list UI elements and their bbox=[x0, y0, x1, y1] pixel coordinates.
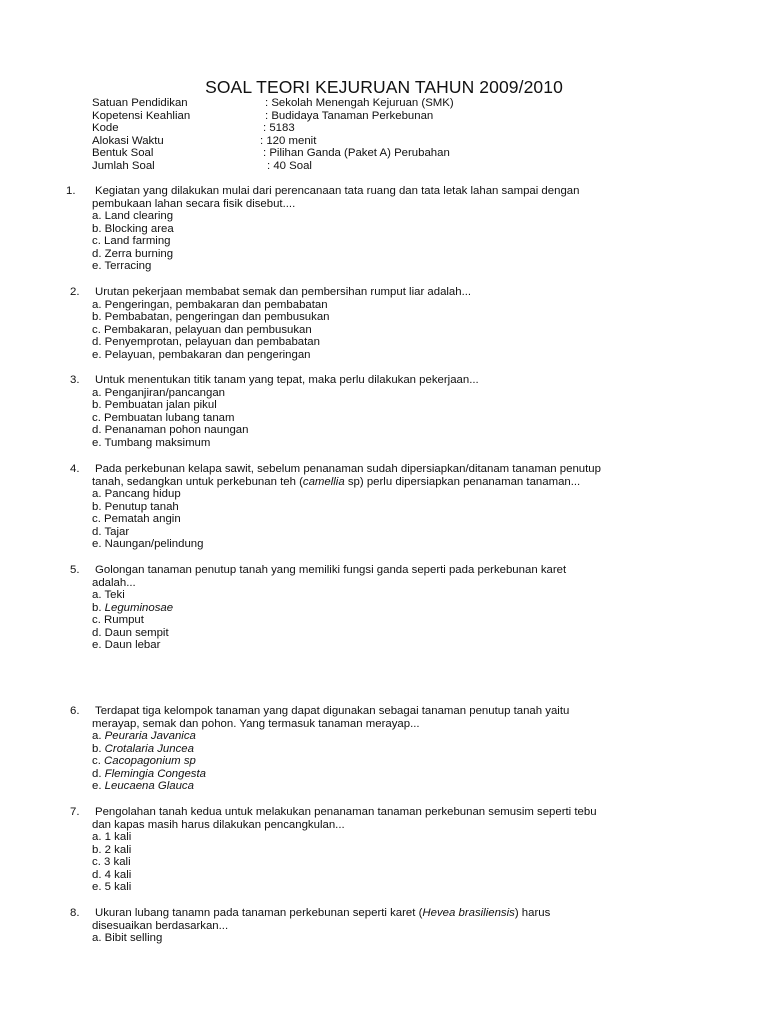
option-list bbox=[92, 488, 203, 551]
option-d[interactable]: d. 4 kali bbox=[92, 868, 132, 881]
option-letter: d. bbox=[92, 626, 102, 639]
option-text: Rumput bbox=[104, 614, 144, 627]
info-value: : 40 Soal bbox=[267, 159, 312, 172]
question-number: 1. bbox=[66, 185, 76, 197]
option-b[interactable]: b. Pembuatan jalan pikul bbox=[92, 399, 217, 412]
option-b[interactable]: b. Penutup tanah bbox=[92, 500, 179, 513]
option-c[interactable] bbox=[92, 755, 206, 768]
option-letter: a. bbox=[92, 730, 102, 742]
option-e[interactable]: e. Pelayuan, pembakaran dan pengeringan bbox=[92, 348, 311, 361]
question-number: 2. bbox=[70, 286, 80, 298]
info-value: : Budidaya Tanaman Perkebunan bbox=[265, 109, 434, 122]
question-text bbox=[92, 907, 674, 932]
option-list bbox=[92, 387, 248, 450]
question-number: 6. bbox=[70, 705, 80, 717]
option-d[interactable]: d. Zerra burning bbox=[92, 247, 174, 260]
question-text bbox=[92, 806, 674, 831]
option-list bbox=[92, 831, 131, 894]
option-text: Flemingia Congesta bbox=[104, 767, 206, 780]
option-list bbox=[92, 932, 162, 945]
option-a[interactable]: a. Land clearing bbox=[92, 210, 174, 222]
question-text-line: Golongan tanaman penutup tanah yang memiliki fungsi ganda seperti pada perkebunan karet bbox=[95, 564, 567, 576]
option-a[interactable]: a. Pancang hidup bbox=[92, 488, 181, 500]
question-text-line: Kegiatan yang dilakukan mulai dari perencanaan tata ruang dan tata letak lahan sampai dengan bbox=[95, 185, 580, 197]
option-text: Leucaena Glauca bbox=[104, 780, 194, 793]
question-text-line: adalah... bbox=[92, 576, 136, 589]
question-text bbox=[92, 185, 674, 210]
option-letter: a. bbox=[92, 589, 102, 601]
option-e[interactable]: e. 5 kali bbox=[92, 881, 132, 894]
question-text-line: tanah, sedangkan untuk perkebunan teh ( bbox=[92, 475, 303, 488]
question-text-line: sp) perlu dipersiapkan penanaman tanaman... bbox=[344, 475, 581, 488]
option-list bbox=[92, 299, 330, 362]
option-b[interactable]: b. Pembabatan, pengeringan dan pembusukan bbox=[92, 311, 330, 324]
info-label: Bentuk Soal bbox=[92, 147, 154, 160]
option-c[interactable]: c. 3 kali bbox=[92, 856, 131, 869]
option-d[interactable]: d. Penyemprotan, pelayuan dan pembabatan bbox=[92, 336, 320, 349]
info-label: Kopetensi Keahlian bbox=[92, 109, 191, 122]
option-letter: c. bbox=[92, 755, 101, 768]
question-text bbox=[92, 286, 674, 299]
option-a[interactable]: a. Pengeringan, pembakaran dan pembabatan bbox=[92, 298, 328, 311]
option-c[interactable]: c. Pembuatan lubang tanam bbox=[92, 411, 235, 424]
option-letter: b. bbox=[92, 601, 102, 614]
option-a[interactable]: a. 1 kali bbox=[92, 831, 132, 843]
question-text-line: ) harus bbox=[514, 907, 551, 919]
question-text-line: Pengolahan tanah kedua untuk melakukan penanaman tanaman perkebunan semusim seperti tebu bbox=[95, 806, 597, 818]
option-list bbox=[92, 730, 206, 793]
option-e[interactable]: e. Terracing bbox=[92, 260, 152, 273]
option-text: Leguminosae bbox=[104, 601, 174, 614]
option-a[interactable]: a. Penganjiran/pancangan bbox=[92, 386, 226, 399]
option-text: Peuraria Javanica bbox=[104, 730, 196, 742]
species-name: camellia bbox=[302, 475, 345, 488]
option-d[interactable]: d. Tajar bbox=[92, 525, 130, 538]
option-a[interactable] bbox=[92, 589, 173, 602]
page-title: SOAL TEORI KEJURUAN TAHUN 2009/2010 bbox=[205, 77, 563, 97]
question-text-line: merayap, semak dan pohon. Yang termasuk tanaman merayap... bbox=[92, 717, 420, 730]
option-text: Daun sempit bbox=[104, 626, 169, 639]
option-e[interactable] bbox=[92, 639, 173, 652]
option-a[interactable] bbox=[92, 730, 206, 743]
question-text-line: Urutan pekerjaan membabat semak dan pembersihan rumput liar adalah... bbox=[95, 286, 472, 298]
question-text bbox=[92, 374, 674, 387]
option-letter: d. bbox=[92, 767, 102, 780]
option-c[interactable]: c. Land farming bbox=[92, 235, 171, 248]
info-label: Kode bbox=[92, 122, 119, 135]
info-label: Alokasi Waktu bbox=[92, 134, 164, 147]
option-d[interactable]: d. Penanaman pohon naungan bbox=[92, 424, 249, 437]
question-number: 5. bbox=[70, 564, 80, 576]
question-text-line: Pada perkebunan kelapa sawit, sebelum penanaman sudah dipersiapkan/ditanam tanaman penutup bbox=[95, 463, 601, 475]
option-d[interactable] bbox=[92, 627, 173, 640]
option-e[interactable] bbox=[92, 780, 206, 793]
option-text: Daun lebar bbox=[104, 639, 161, 652]
question-text-line: pembukaan lahan secara fisik disebut.... bbox=[92, 197, 296, 210]
option-c[interactable]: c. Pembakaran, pelayuan dan pembusukan bbox=[92, 323, 312, 336]
question-text bbox=[92, 564, 674, 589]
question-number: 7. bbox=[70, 806, 80, 818]
option-text: Teki bbox=[104, 589, 125, 601]
option-c[interactable] bbox=[92, 614, 173, 627]
question-text-line: dan kapas masih harus dilakukan pencangkulan... bbox=[92, 818, 345, 831]
option-b[interactable] bbox=[92, 602, 173, 615]
option-text: Crotalaria Juncea bbox=[104, 742, 194, 755]
option-d[interactable] bbox=[92, 768, 206, 781]
option-a[interactable]: a. Bibit selling bbox=[92, 932, 163, 944]
info-value: : Sekolah Menengah Kejuruan (SMK) bbox=[265, 97, 454, 109]
option-c[interactable]: c. Pematah angin bbox=[92, 513, 181, 526]
info-label: Jumlah Soal bbox=[92, 159, 155, 172]
option-e[interactable]: e. Tumbang maksimum bbox=[92, 436, 211, 449]
option-letter: b. bbox=[92, 742, 102, 755]
option-text: Cacopagonium sp bbox=[104, 755, 196, 768]
info-value: : 120 menit bbox=[260, 134, 317, 147]
question-number: 8. bbox=[70, 907, 80, 919]
info-label: Satuan Pendidikan bbox=[92, 97, 188, 109]
question-text-line: disesuaikan berdasarkan... bbox=[92, 919, 229, 932]
info-value: : Pilihan Ganda (Paket A) Perubahan bbox=[263, 147, 450, 160]
question-number: 4. bbox=[70, 463, 80, 475]
option-letter: e. bbox=[92, 780, 102, 793]
option-b[interactable]: b. 2 kali bbox=[92, 843, 132, 856]
option-letter: e. bbox=[92, 639, 102, 652]
question-text-line: Terdapat tiga kelompok tanaman yang dapat digunakan sebagai tanaman penutup tanah yaitu bbox=[95, 705, 570, 717]
info-value: : 5183 bbox=[263, 122, 295, 135]
option-letter: c. bbox=[92, 614, 101, 627]
question-text-line: Untuk menentukan titik tanam yang tepat, maka perlu dilakukan pekerjaan... bbox=[95, 374, 479, 386]
question-number: 3. bbox=[70, 374, 80, 386]
option-b[interactable] bbox=[92, 743, 206, 756]
option-b[interactable]: b. Blocking area bbox=[92, 222, 174, 235]
question-text bbox=[92, 463, 674, 488]
question-text bbox=[92, 705, 674, 730]
option-list bbox=[92, 210, 174, 273]
option-list bbox=[92, 589, 173, 652]
question-text-line: Ukuran lubang tanamn pada tanaman perkebunan seperti karet ( bbox=[95, 907, 423, 919]
species-name: Hevea brasiliensis bbox=[422, 907, 515, 919]
option-e[interactable]: e. Naungan/pelindung bbox=[92, 538, 204, 551]
